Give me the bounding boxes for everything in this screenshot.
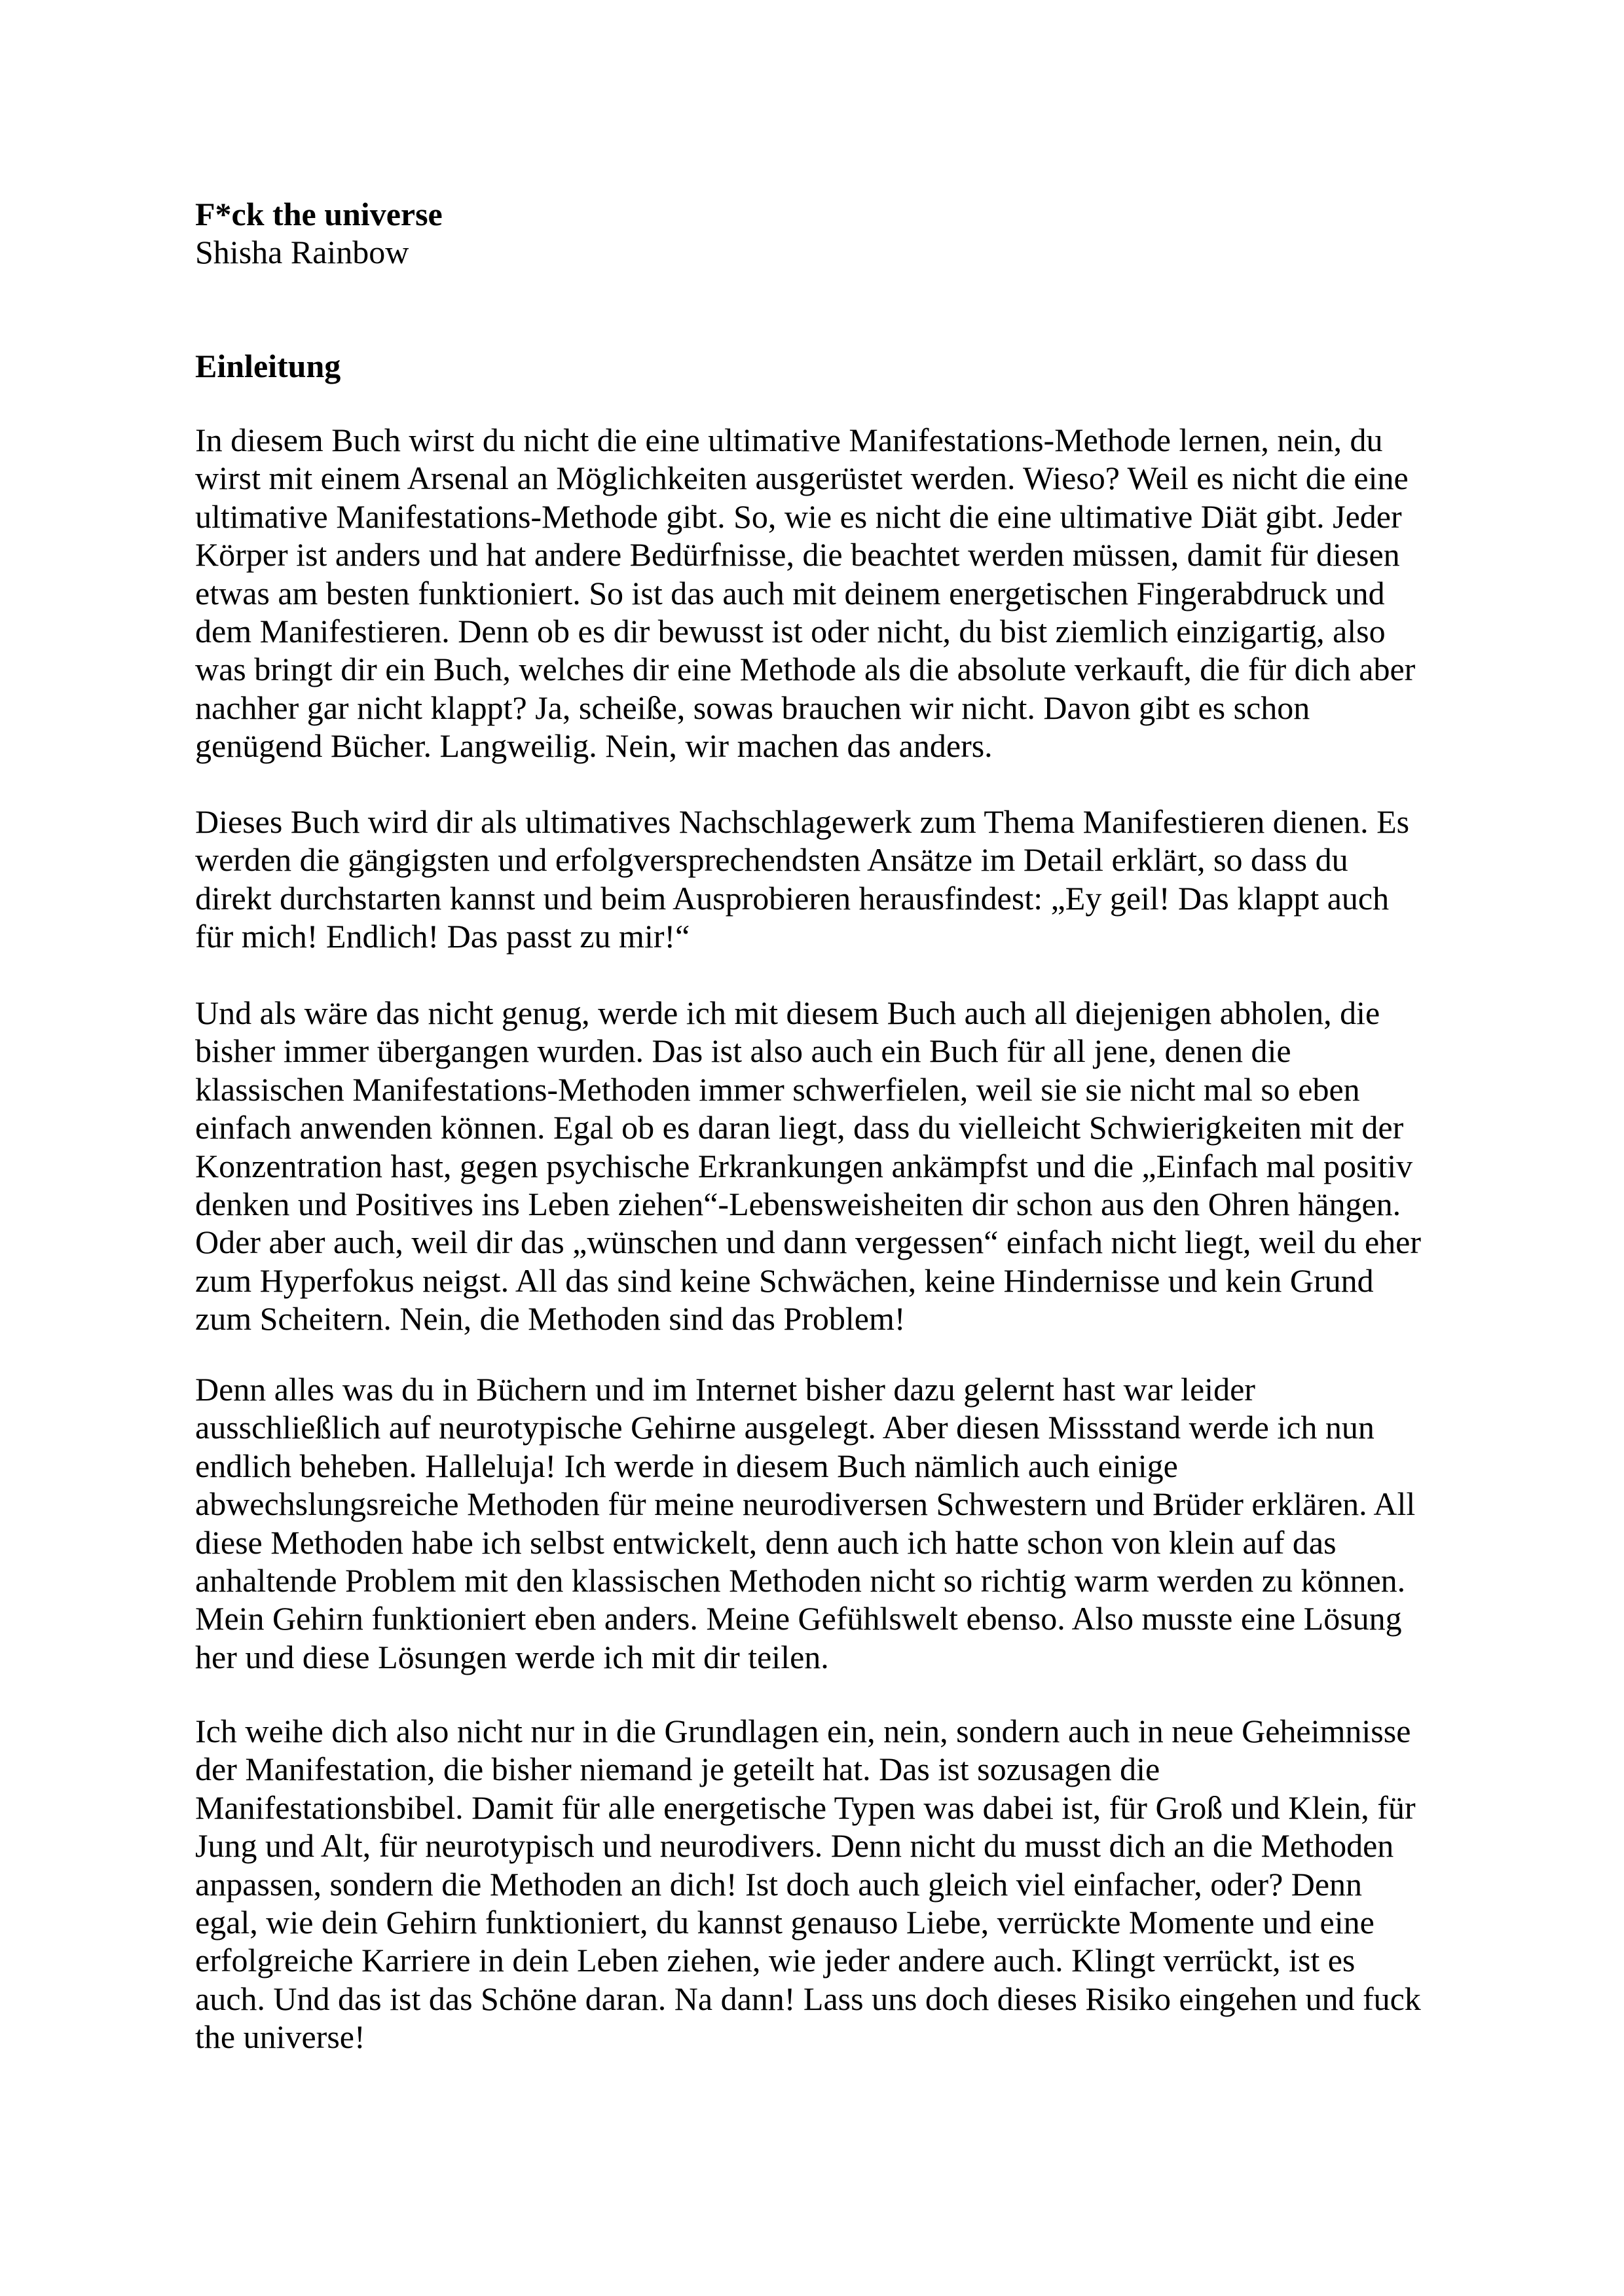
paragraph-line: endlich beheben. Halleluja! Ich werde in diesem Buch nämlich auch einige xyxy=(195,1447,1178,1484)
paragraph-line: Oder aber auch, weil dir das „wünschen und dann vergessen“ einfach nicht liegt, weil du eher xyxy=(195,1224,1421,1261)
paragraph-line: Jung und Alt, für neurotypisch und neurodivers. Denn nicht du musst dich an die Methoden xyxy=(195,1827,1394,1865)
paragraph-line: dem Manifestieren. Denn ob es dir bewusst ist oder nicht, du bist ziemlich einzigartig, also xyxy=(195,612,1386,649)
paragraph-line: direkt durchstarten kannst und beim Ausprobieren herausfindest: „Ey geil! Das klappt auch xyxy=(195,879,1390,917)
document-author: Shisha Rainbow xyxy=(195,234,409,271)
paragraph-line: anpassen, sondern die Methoden an dich! Ist doch auch gleich viel einfacher, oder? Denn xyxy=(195,1865,1363,1903)
paragraph-line: genügend Bücher. Langweilig. Nein, wir machen das anders. xyxy=(195,727,993,765)
paragraph-line: Körper ist anders und hat andere Bedürfnisse, die beachtet werden müssen, damit für diesen xyxy=(195,536,1400,574)
paragraph-line: the universe! xyxy=(195,2018,365,2056)
paragraph-line: egal, wie dein Gehirn funktioniert, du kannst genauso Liebe, verrückte Momente und eine xyxy=(195,1903,1375,1941)
paragraph-line: Konzentration hast, gegen psychische Erkrankungen ankämpfst und die „Einfach mal positiv xyxy=(195,1147,1413,1184)
paragraph-line: abwechslungsreiche Methoden für meine neurodiversen Schwestern und Brüder erklären. All xyxy=(195,1485,1416,1523)
paragraph-line: zum Hyperfokus neigst. All das sind keine Schwächen, keine Hindernisse und kein Grund xyxy=(195,1262,1374,1299)
paragraph-line: etwas am besten funktioniert. So ist das auch mit deinem energetischen Fingerabdruck und xyxy=(195,574,1385,611)
paragraph-line: Und als wäre das nicht genug, werde ich mit diesem Buch auch all diejenigen abholen, die xyxy=(195,994,1380,1031)
paragraph-line: Manifestationsbibel. Damit für alle energetische Typen was dabei ist, für Groß und Klein, für xyxy=(195,1789,1416,1826)
paragraph-line: klassischen Manifestations-Methoden immer schwerfielen, weil sie sie nicht mal so eben xyxy=(195,1070,1360,1108)
paragraph-line: der Manifestation, die bisher niemand je geteilt hat. Das ist sozusagen die xyxy=(195,1751,1160,1788)
paragraph-line: Denn alles was du in Büchern und im Internet bisher dazu gelernt hast war leider xyxy=(195,1371,1255,1408)
paragraph-line: bisher immer übergangen wurden. Das ist also auch ein Buch für all jene, denen die xyxy=(195,1032,1291,1070)
paragraph-line: einfach anwenden können. Egal ob es daran liegt, dass du vielleicht Schwierigkeiten mit der xyxy=(195,1109,1404,1146)
paragraph xyxy=(195,1712,1421,2056)
paragraph-line: ultimative Manifestations-Methode gibt. So, wie es nicht die eine ultimative Diät gibt. Jeder xyxy=(195,498,1402,535)
section xyxy=(195,347,341,385)
paragraph-line: was bringt dir ein Buch, welches dir eine Methode als die absolute verkauft, die für dich aber xyxy=(195,651,1416,688)
paragraph-line: Ich weihe dich also nicht nur in die Grundlagen ein, nein, sondern auch in neue Geheimnisse xyxy=(195,1713,1411,1749)
paragraph-line: Mein Gehirn funktioniert eben anders. Meine Gefühlswelt ebenso. Also musste eine Lösung xyxy=(195,1600,1402,1637)
document-title: F*ck the universe xyxy=(195,196,443,232)
paragraph-line: anhaltende Problem mit den klassischen Methoden nicht so richtig warm werden zu können. xyxy=(195,1561,1406,1599)
paragraph xyxy=(195,994,1421,1338)
section-heading: Einleitung xyxy=(195,348,341,384)
paragraph-line: zum Scheitern. Nein, die Methoden sind das Problem! xyxy=(195,1300,906,1338)
paragraph xyxy=(195,421,1415,765)
paragraph-line: nachher gar nicht klappt? Ja, scheiße, sowas brauchen wir nicht. Davon gibt es schon xyxy=(195,689,1310,726)
paragraph-line: In diesem Buch wirst du nicht die eine ultimative Manifestations-Methode lernen, nein, du xyxy=(195,422,1383,458)
paragraph xyxy=(195,1370,1415,1676)
paragraph xyxy=(195,803,1409,956)
paragraph-line: her und diese Lösungen werde ich mit dir teilen. xyxy=(195,1638,829,1675)
paragraph-line: denken und Positives ins Leben ziehen“-Lebensweisheiten dir schon aus den Ohren hängen. xyxy=(195,1185,1401,1222)
paragraph-line: auch. Und das ist das Schöne daran. Na dann! Lass uns doch dieses Risiko eingehen und fuck xyxy=(195,1980,1421,2017)
paragraph-line: Dieses Buch wird dir als ultimatives Nachschlagewerk zum Thema Manifestieren dienen. Es xyxy=(195,803,1410,840)
paragraph-line: wirst mit einem Arsenal an Möglichkeiten ausgerüstet werden. Wieso? Weil es nicht die eine xyxy=(195,460,1409,497)
document-header xyxy=(195,195,443,272)
paragraph-line: erfolgreiche Karriere in dein Leben ziehen, wie jeder andere auch. Klingt verrückt, ist es xyxy=(195,1942,1356,1979)
paragraph-line: diese Methoden habe ich selbst entwickelt, denn auch ich hatte schon von klein auf das xyxy=(195,1523,1337,1561)
paragraph-line: werden die gängigsten und erfolgversprechendsten Ansätze im Detail erklärt, so dass du xyxy=(195,841,1348,879)
paragraph-line: ausschließlich auf neurotypische Gehirne ausgelegt. Aber diesen Missstand werde ich nun xyxy=(195,1409,1375,1446)
paragraph-line: für mich! Endlich! Das passt zu mir!“ xyxy=(195,918,690,955)
